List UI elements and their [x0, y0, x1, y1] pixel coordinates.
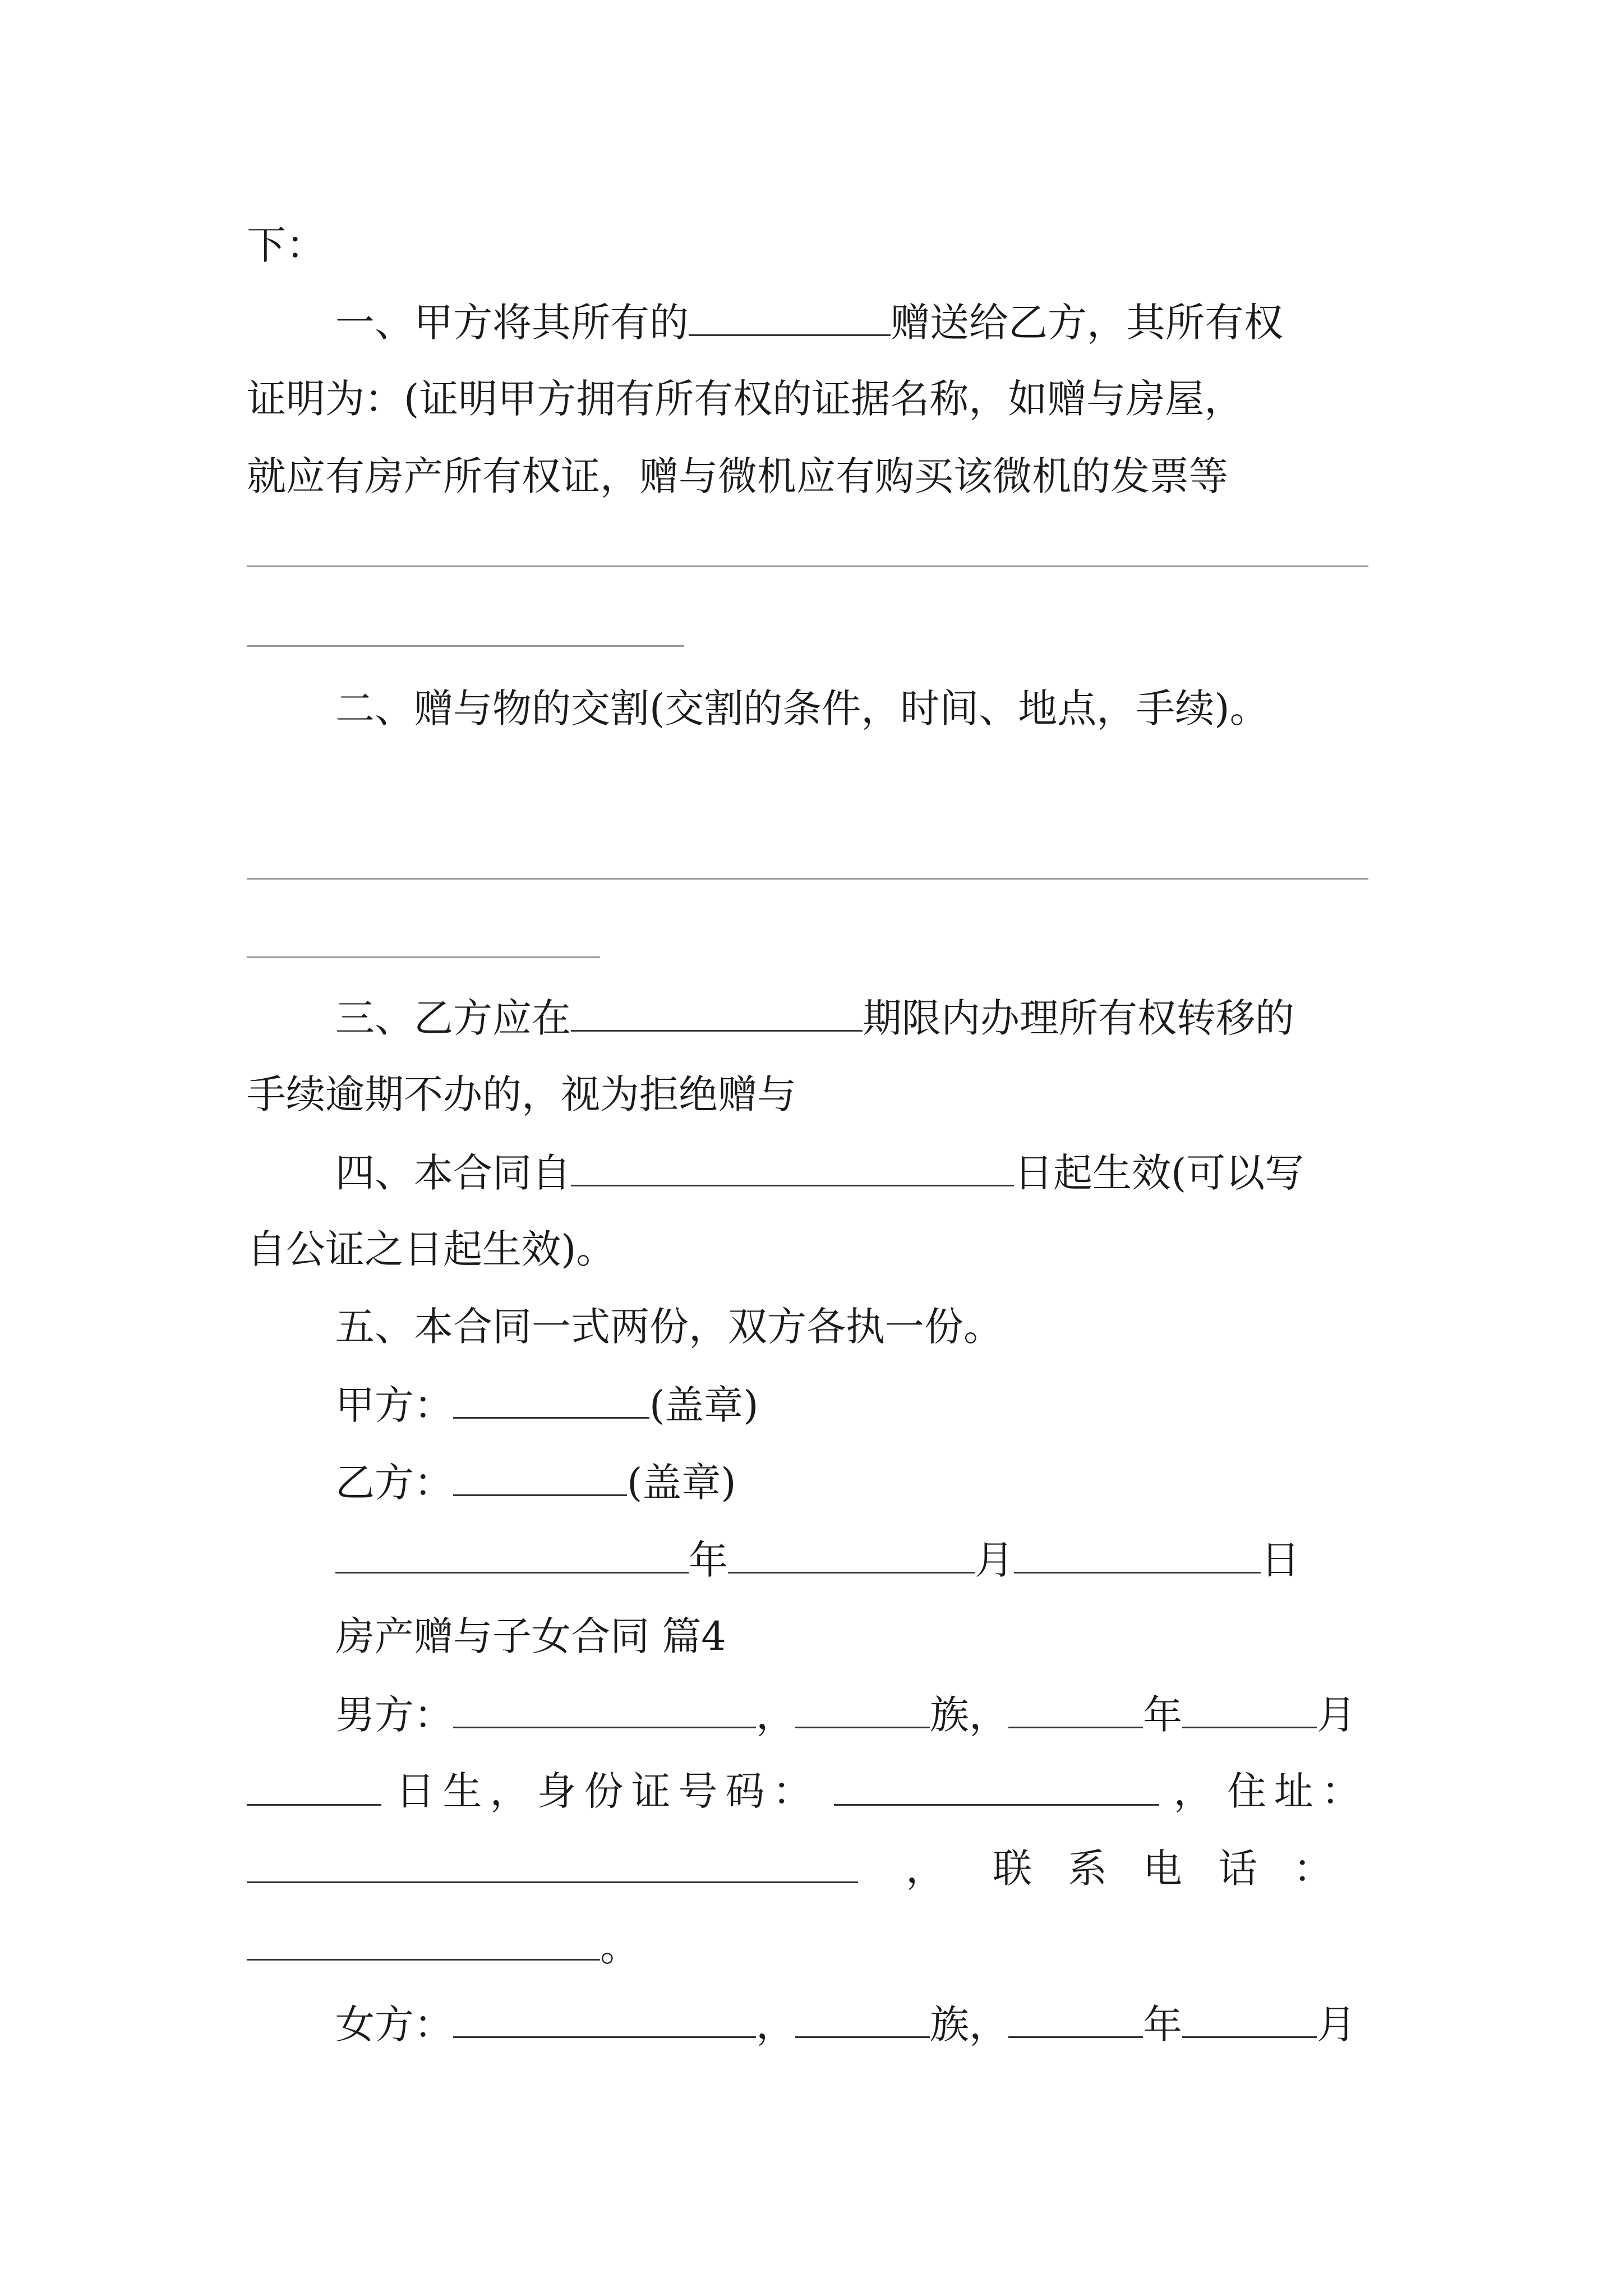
clause-4-line-2: 自公证之日起生效)。: [247, 1226, 616, 1272]
male-birth-month-blank: [1182, 1694, 1317, 1728]
party-b-signature: [335, 1460, 736, 1506]
delivery-fill-line-1: [247, 878, 1368, 880]
clause-1-prefix: 一、甲方将其所有的: [335, 300, 689, 346]
male-line-1: [335, 1692, 1356, 1738]
party-a-label: 甲方：: [335, 1382, 453, 1428]
male-born-id-label: 日生，身份证号码：: [395, 1768, 820, 1814]
male-year-label: 年: [1143, 1692, 1182, 1738]
date-year-blank: [335, 1539, 689, 1573]
clause-3-suffix: 期限内办理所有权转移的: [863, 995, 1294, 1041]
party-b-seal: (盖章): [627, 1460, 736, 1506]
male-birth-day-blank: [247, 1772, 381, 1806]
transfer-deadline-blank: [571, 997, 863, 1032]
clause-2: 二、赠与物的交割(交割的条件，时间、地点，手续)。: [335, 685, 1269, 731]
female-line-1: [335, 2001, 1356, 2047]
gift-item-blank: [689, 302, 891, 336]
male-birth-year-blank: [1008, 1694, 1143, 1728]
male-ethnicity-label: 族，: [930, 1692, 1008, 1738]
female-label: 女方：: [335, 2001, 453, 2047]
clause-3-line-1: [335, 995, 1294, 1041]
clause-5: 五、本合同一式两份，双方各执一份。: [335, 1304, 1003, 1350]
male-line-2: [247, 1768, 1368, 1814]
date-year-label: 年: [689, 1537, 728, 1583]
female-comma: ，: [756, 2001, 795, 2047]
male-ethnicity-blank: [795, 1694, 930, 1728]
proof-fill-line-2: [247, 645, 684, 647]
male-comma: ，: [756, 1692, 795, 1738]
party-a-seal: (盖章): [649, 1382, 759, 1428]
clause-4-prefix: 四、本合同自: [335, 1150, 571, 1196]
clause-3-line-2: 手续逾期不办的，视为拒绝赠与: [247, 1071, 796, 1117]
male-phone-label: 联系电话：: [993, 1846, 1368, 1892]
date-month-label: 月: [975, 1537, 1014, 1583]
date-day-blank: [1014, 1539, 1261, 1573]
date-month-blank: [728, 1539, 975, 1573]
clause-4-line-1: [335, 1150, 1304, 1196]
party-a-blank: [453, 1384, 649, 1419]
male-comma-2: ，: [1173, 1768, 1213, 1814]
intro-tail: 下：: [247, 222, 325, 268]
effective-date-blank: [571, 1152, 1014, 1186]
male-line-4: [247, 1924, 639, 1970]
female-name-blank: [453, 2004, 756, 2038]
female-month-label: 月: [1317, 2001, 1356, 2047]
male-address-label: 住址：: [1227, 1768, 1368, 1814]
female-year-label: 年: [1143, 2001, 1182, 2047]
female-birth-month-blank: [1182, 2004, 1317, 2038]
delivery-fill-line-2: [247, 956, 600, 958]
clause-4-suffix: 日起生效(可以写: [1014, 1150, 1304, 1196]
female-ethnicity-blank: [795, 2004, 930, 2038]
party-b-label: 乙方：: [335, 1460, 453, 1506]
clause-1-line-2: 证明为：(证明甲方拥有所有权的证据名称，如赠与房屋，: [247, 376, 1244, 422]
clause-3-prefix: 三、乙方应在: [335, 995, 571, 1041]
clause-1-suffix: 赠送给乙方，其所有权: [891, 300, 1283, 346]
male-address-blank: [247, 1849, 858, 1883]
female-ethnicity-label: 族，: [930, 2001, 1008, 2047]
female-birth-year-blank: [1008, 2004, 1143, 2038]
male-label: 男方：: [335, 1692, 453, 1738]
party-b-blank: [453, 1462, 627, 1496]
male-end: 。: [600, 1924, 639, 1970]
clause-1-line-1: [335, 300, 1283, 346]
male-line-3: [247, 1846, 1368, 1892]
male-name-blank: [453, 1694, 756, 1728]
male-comma-3: ，: [906, 1846, 945, 1892]
signing-date: [335, 1537, 1300, 1583]
male-month-label: 月: [1317, 1692, 1356, 1738]
section-title: 房产赠与子女合同 篇4: [335, 1613, 726, 1659]
male-phone-blank: [247, 1926, 600, 1961]
party-a-signature: [335, 1382, 759, 1428]
male-id-number-blank: [834, 1772, 1159, 1806]
proof-fill-line-1: [247, 565, 1368, 567]
clause-1-line-3: 就应有房产所有权证，赠与微机应有购买该微机的发票等: [247, 453, 1228, 499]
date-day-label: 日: [1261, 1537, 1300, 1583]
